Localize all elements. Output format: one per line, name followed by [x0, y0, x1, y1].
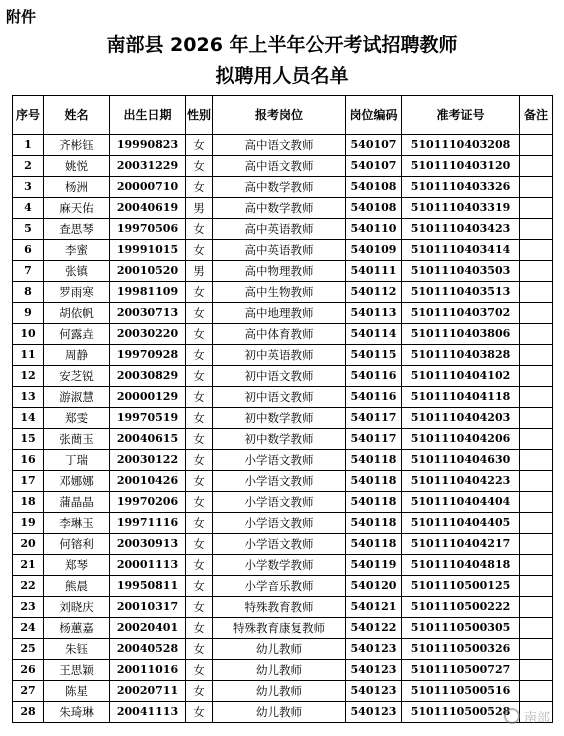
cell-ticket-number: 5101110403319 [402, 198, 520, 219]
cell-post-code: 540123 [346, 660, 402, 681]
header-ticket-number: 准考证号 [402, 96, 520, 135]
cell-seq: 15 [13, 429, 44, 450]
cell-gender: 女 [186, 534, 213, 555]
cell-seq: 2 [13, 156, 44, 177]
cell-post-code: 540115 [346, 345, 402, 366]
cell-post-code: 540118 [346, 471, 402, 492]
cell-post: 幼儿教师 [213, 702, 346, 723]
cell-seq: 27 [13, 681, 44, 702]
attachment-label: 附件 [6, 8, 37, 26]
cell-ticket-number: 5101110500516 [402, 681, 520, 702]
cell-remark [520, 219, 553, 240]
table-row [13, 177, 553, 198]
cell-post: 小学语文教师 [213, 450, 346, 471]
cell-remark [520, 135, 553, 156]
cell-seq: 6 [13, 240, 44, 261]
cell-ticket-number: 5101110403806 [402, 324, 520, 345]
cell-name: 查思琴 [44, 219, 110, 240]
cell-ticket-number: 5101110500305 [402, 618, 520, 639]
cell-ticket-number: 5101110404404 [402, 492, 520, 513]
cell-ticket-number: 5101110500125 [402, 576, 520, 597]
cell-remark [520, 534, 553, 555]
cell-seq: 18 [13, 492, 44, 513]
cell-ticket-number: 5101110404217 [402, 534, 520, 555]
cell-name: 安芝锐 [44, 366, 110, 387]
cell-name: 罗雨寒 [44, 282, 110, 303]
cell-birth-date: 19970506 [110, 219, 186, 240]
table-row [13, 366, 553, 387]
cell-ticket-number: 5101110404630 [402, 450, 520, 471]
cell-birth-date: 20010520 [110, 261, 186, 282]
cell-post: 高中体育教师 [213, 324, 346, 345]
cell-remark [520, 555, 553, 576]
header-seq: 序号 [13, 96, 44, 135]
cell-ticket-number: 5101110500222 [402, 597, 520, 618]
cell-gender: 女 [186, 156, 213, 177]
cell-remark [520, 240, 553, 261]
cell-name: 邓娜娜 [44, 471, 110, 492]
cell-seq: 5 [13, 219, 44, 240]
cell-birth-date: 20040619 [110, 198, 186, 219]
cell-gender: 女 [186, 135, 213, 156]
cell-name: 郑雯 [44, 408, 110, 429]
cell-remark [520, 450, 553, 471]
cell-birth-date: 20040528 [110, 639, 186, 660]
cell-remark [520, 639, 553, 660]
cell-remark [520, 177, 553, 198]
cell-ticket-number: 5101110403702 [402, 303, 520, 324]
cell-remark [520, 324, 553, 345]
cell-ticket-number: 5101110404223 [402, 471, 520, 492]
cell-gender: 女 [186, 366, 213, 387]
cell-post: 高中数学教师 [213, 198, 346, 219]
cell-remark [520, 492, 553, 513]
cell-post-code: 540118 [346, 450, 402, 471]
cell-name: 熊晨 [44, 576, 110, 597]
cell-gender: 女 [186, 702, 213, 723]
cell-birth-date: 20030122 [110, 450, 186, 471]
cell-seq: 26 [13, 660, 44, 681]
cell-gender: 女 [186, 576, 213, 597]
table-row [13, 639, 553, 660]
cell-ticket-number: 5101110403423 [402, 219, 520, 240]
cell-seq: 10 [13, 324, 44, 345]
cell-ticket-number: 5101110404818 [402, 555, 520, 576]
cell-post: 初中语文教师 [213, 366, 346, 387]
cell-birth-date: 20030913 [110, 534, 186, 555]
cell-gender: 女 [186, 240, 213, 261]
cell-post-code: 540112 [346, 282, 402, 303]
cell-ticket-number: 5101110404102 [402, 366, 520, 387]
cell-seq: 12 [13, 366, 44, 387]
cell-remark [520, 429, 553, 450]
cell-seq: 8 [13, 282, 44, 303]
cell-name: 李蜜 [44, 240, 110, 261]
cell-post: 幼儿教师 [213, 660, 346, 681]
header-post: 报考岗位 [213, 96, 346, 135]
cell-birth-date: 20040615 [110, 429, 186, 450]
cell-gender: 女 [186, 639, 213, 660]
table-row [13, 660, 553, 681]
cell-post: 小学语文教师 [213, 471, 346, 492]
table-row [13, 198, 553, 219]
cell-gender: 女 [186, 450, 213, 471]
cell-post: 小学音乐教师 [213, 576, 346, 597]
table-row [13, 492, 553, 513]
cell-name: 王思颖 [44, 660, 110, 681]
table-row [13, 303, 553, 324]
watermark-logo-icon [504, 708, 520, 724]
cell-name: 杨蕙嘉 [44, 618, 110, 639]
cell-ticket-number: 5101110404206 [402, 429, 520, 450]
cell-post: 幼儿教师 [213, 681, 346, 702]
table-row [13, 450, 553, 471]
cell-name: 郑琴 [44, 555, 110, 576]
cell-ticket-number: 5101110500326 [402, 639, 520, 660]
cell-post-code: 540118 [346, 513, 402, 534]
cell-remark [520, 261, 553, 282]
header-birth-date: 出生日期 [110, 96, 186, 135]
cell-post-code: 540117 [346, 408, 402, 429]
cell-remark [520, 366, 553, 387]
table-row [13, 597, 553, 618]
cell-gender: 男 [186, 261, 213, 282]
cell-post-code: 540123 [346, 702, 402, 723]
cell-gender: 女 [186, 471, 213, 492]
cell-post: 小学语文教师 [213, 492, 346, 513]
table-row [13, 555, 553, 576]
cell-seq: 21 [13, 555, 44, 576]
cell-seq: 3 [13, 177, 44, 198]
cell-name: 丁瑞 [44, 450, 110, 471]
cell-post-code: 540121 [346, 597, 402, 618]
cell-seq: 1 [13, 135, 44, 156]
cell-post: 小学语文教师 [213, 513, 346, 534]
cell-name: 周静 [44, 345, 110, 366]
cell-ticket-number: 5101110403513 [402, 282, 520, 303]
table-row [13, 345, 553, 366]
cell-seq: 25 [13, 639, 44, 660]
cell-post-code: 540119 [346, 555, 402, 576]
header-name: 姓名 [44, 96, 110, 135]
cell-post-code: 540111 [346, 261, 402, 282]
cell-name: 李琳玉 [44, 513, 110, 534]
header-gender: 性别 [186, 96, 213, 135]
cell-ticket-number: 5101110404203 [402, 408, 520, 429]
cell-remark [520, 408, 553, 429]
cell-seq: 7 [13, 261, 44, 282]
cell-birth-date: 20030829 [110, 366, 186, 387]
cell-ticket-number: 5101110403120 [402, 156, 520, 177]
cell-remark [520, 282, 553, 303]
cell-seq: 22 [13, 576, 44, 597]
cell-remark [520, 681, 553, 702]
cell-post-code: 540116 [346, 387, 402, 408]
cell-name: 杨洲 [44, 177, 110, 198]
cell-post: 初中数学教师 [213, 408, 346, 429]
cell-birth-date: 20000129 [110, 387, 186, 408]
cell-gender: 女 [186, 429, 213, 450]
cell-post: 小学数学教师 [213, 555, 346, 576]
cell-birth-date: 19971116 [110, 513, 186, 534]
cell-post-code: 540123 [346, 639, 402, 660]
watermark-text: 南部 [523, 711, 550, 726]
cell-remark [520, 618, 553, 639]
cell-birth-date: 19981109 [110, 282, 186, 303]
cell-post-code: 540116 [346, 366, 402, 387]
table-row [13, 576, 553, 597]
cell-post: 初中英语教师 [213, 345, 346, 366]
cell-seq: 28 [13, 702, 44, 723]
cell-birth-date: 20020401 [110, 618, 186, 639]
cell-birth-date: 20011016 [110, 660, 186, 681]
table-row [13, 618, 553, 639]
cell-gender: 男 [186, 198, 213, 219]
cell-remark [520, 660, 553, 681]
cell-gender: 女 [186, 282, 213, 303]
table-row [13, 513, 553, 534]
cell-post: 高中语文教师 [213, 135, 346, 156]
cell-seq: 23 [13, 597, 44, 618]
cell-remark [520, 513, 553, 534]
table-row [13, 282, 553, 303]
cell-remark [520, 156, 553, 177]
table-header-row [13, 96, 553, 135]
cell-seq: 9 [13, 303, 44, 324]
cell-remark [520, 471, 553, 492]
cell-birth-date: 20010317 [110, 597, 186, 618]
cell-gender: 女 [186, 387, 213, 408]
cell-name: 胡依帆 [44, 303, 110, 324]
cell-post: 初中语文教师 [213, 387, 346, 408]
cell-remark [520, 597, 553, 618]
cell-post-code: 540108 [346, 177, 402, 198]
cell-post-code: 540108 [346, 198, 402, 219]
cell-post: 高中生物教师 [213, 282, 346, 303]
cell-post-code: 540118 [346, 492, 402, 513]
cell-name: 何露垚 [44, 324, 110, 345]
cell-ticket-number: 5101110403828 [402, 345, 520, 366]
cell-gender: 女 [186, 597, 213, 618]
cell-post-code: 540120 [346, 576, 402, 597]
cell-remark [520, 303, 553, 324]
cell-ticket-number: 5101110403414 [402, 240, 520, 261]
cell-post-code: 540117 [346, 429, 402, 450]
table-row [13, 156, 553, 177]
cell-name: 张蕳玉 [44, 429, 110, 450]
cell-post: 高中语文教师 [213, 156, 346, 177]
cell-gender: 女 [186, 681, 213, 702]
cell-name: 陈星 [44, 681, 110, 702]
cell-ticket-number: 5101110403208 [402, 135, 520, 156]
table-row [13, 387, 553, 408]
cell-birth-date: 20020711 [110, 681, 186, 702]
header-remark: 备注 [520, 96, 553, 135]
cell-post-code: 540123 [346, 681, 402, 702]
table-row [13, 135, 553, 156]
cell-post-code: 540113 [346, 303, 402, 324]
cell-gender: 女 [186, 345, 213, 366]
cell-name: 何镕利 [44, 534, 110, 555]
cell-post-code: 540109 [346, 240, 402, 261]
cell-post: 特殊教育教师 [213, 597, 346, 618]
cell-post: 小学语文教师 [213, 534, 346, 555]
cell-remark [520, 576, 553, 597]
cell-remark [520, 198, 553, 219]
table-row [13, 240, 553, 261]
cell-seq: 4 [13, 198, 44, 219]
cell-name: 刘晓庆 [44, 597, 110, 618]
table-row [13, 429, 553, 450]
cell-post: 高中英语教师 [213, 240, 346, 261]
document-title: 南部县 2026 年上半年公开考试招聘教师 [106, 34, 458, 56]
cell-gender: 女 [186, 660, 213, 681]
cell-post: 幼儿教师 [213, 639, 346, 660]
cell-gender: 女 [186, 177, 213, 198]
cell-seq: 17 [13, 471, 44, 492]
cell-name: 朱钰 [44, 639, 110, 660]
table-row [13, 408, 553, 429]
cell-ticket-number: 5101110500528 [402, 702, 520, 723]
cell-post: 初中数学教师 [213, 429, 346, 450]
table-row [13, 702, 553, 723]
cell-birth-date: 20031229 [110, 156, 186, 177]
cell-seq: 19 [13, 513, 44, 534]
cell-post-code: 540107 [346, 135, 402, 156]
cell-birth-date: 19970928 [110, 345, 186, 366]
cell-birth-date: 19950811 [110, 576, 186, 597]
cell-gender: 女 [186, 324, 213, 345]
cell-seq: 11 [13, 345, 44, 366]
table-row [13, 324, 553, 345]
cell-ticket-number: 5101110404405 [402, 513, 520, 534]
cell-birth-date: 19970206 [110, 492, 186, 513]
cell-post-code: 540122 [346, 618, 402, 639]
cell-ticket-number: 5101110403503 [402, 261, 520, 282]
cell-seq: 13 [13, 387, 44, 408]
document-subtitle: 拟聘用人员名单 [215, 65, 349, 87]
cell-post-code: 540110 [346, 219, 402, 240]
cell-post-code: 540118 [346, 534, 402, 555]
cell-gender: 女 [186, 492, 213, 513]
cell-post: 特殊教育康复教师 [213, 618, 346, 639]
cell-birth-date: 20030220 [110, 324, 186, 345]
cell-post-code: 540114 [346, 324, 402, 345]
header-post-code: 岗位编码 [346, 96, 402, 135]
cell-birth-date: 20010426 [110, 471, 186, 492]
table-row [13, 681, 553, 702]
table-row [13, 219, 553, 240]
cell-seq: 16 [13, 450, 44, 471]
cell-birth-date: 19991015 [110, 240, 186, 261]
table-row [13, 471, 553, 492]
cell-post-code: 540107 [346, 156, 402, 177]
cell-birth-date: 19970519 [110, 408, 186, 429]
cell-post: 高中英语教师 [213, 219, 346, 240]
cell-post: 高中地理教师 [213, 303, 346, 324]
table-row [13, 534, 553, 555]
cell-post: 高中数学教师 [213, 177, 346, 198]
cell-name: 姚悦 [44, 156, 110, 177]
cell-ticket-number: 5101110500727 [402, 660, 520, 681]
cell-gender: 女 [186, 513, 213, 534]
table-row [13, 261, 553, 282]
hire-list-table [12, 95, 553, 723]
cell-birth-date: 19990823 [110, 135, 186, 156]
watermark [504, 707, 550, 726]
cell-name: 蒲晶晶 [44, 492, 110, 513]
cell-gender: 女 [186, 303, 213, 324]
cell-seq: 14 [13, 408, 44, 429]
cell-birth-date: 20030713 [110, 303, 186, 324]
cell-name: 张镇 [44, 261, 110, 282]
cell-ticket-number: 5101110403326 [402, 177, 520, 198]
cell-name: 麻天佑 [44, 198, 110, 219]
cell-name: 齐彬钰 [44, 135, 110, 156]
cell-gender: 女 [186, 219, 213, 240]
cell-ticket-number: 5101110404118 [402, 387, 520, 408]
cell-remark [520, 387, 553, 408]
cell-gender: 女 [186, 618, 213, 639]
cell-seq: 20 [13, 534, 44, 555]
cell-birth-date: 20000710 [110, 177, 186, 198]
cell-gender: 女 [186, 408, 213, 429]
cell-birth-date: 20041113 [110, 702, 186, 723]
cell-seq: 24 [13, 618, 44, 639]
cell-name: 游淑慧 [44, 387, 110, 408]
cell-name: 朱琦琳 [44, 702, 110, 723]
cell-remark [520, 345, 553, 366]
cell-birth-date: 20001113 [110, 555, 186, 576]
cell-post: 高中物理教师 [213, 261, 346, 282]
cell-gender: 女 [186, 555, 213, 576]
